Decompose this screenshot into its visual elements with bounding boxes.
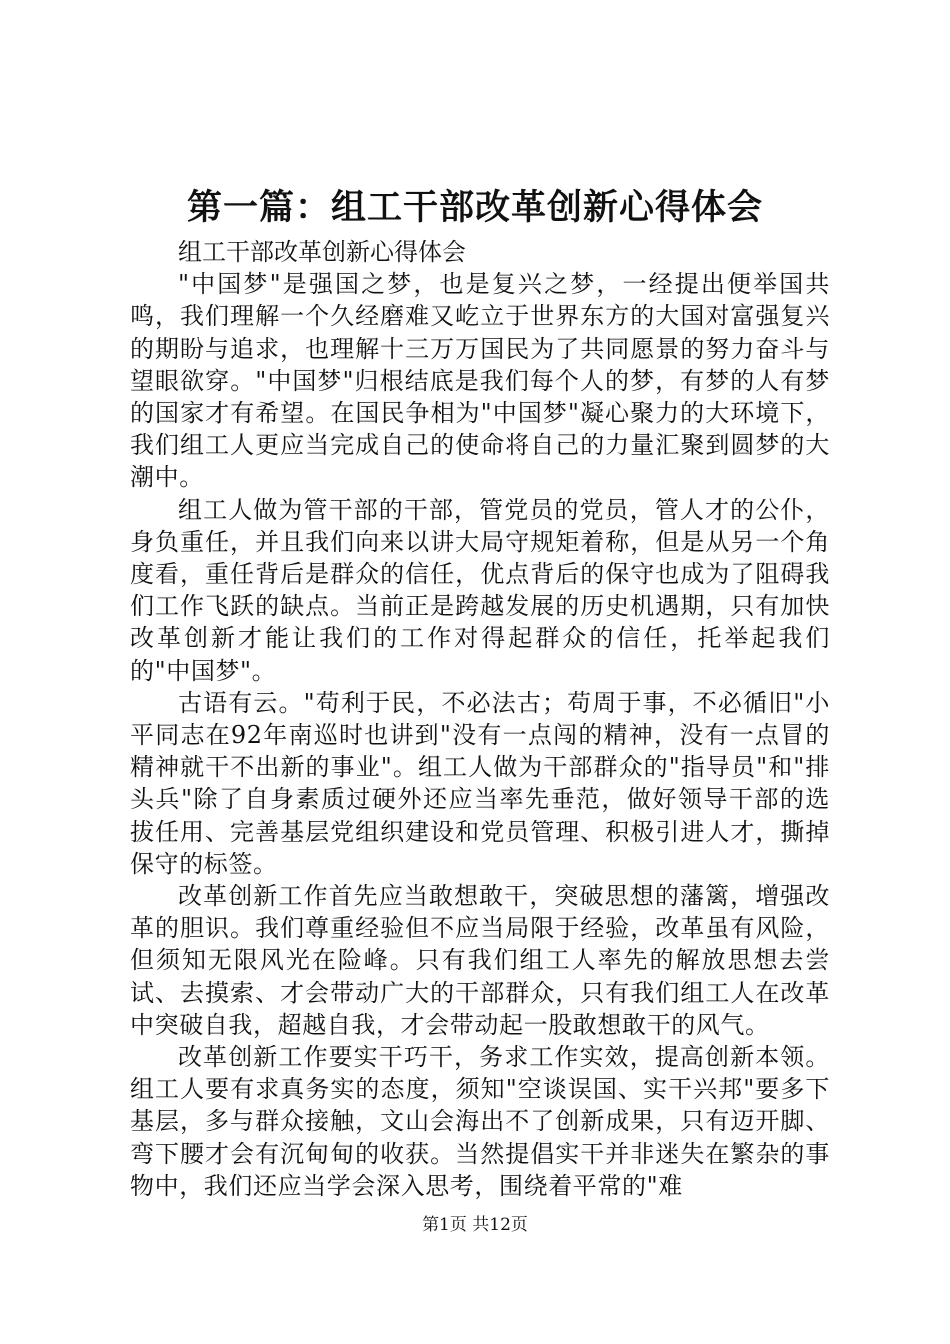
page-footer: 第1页 共12页 xyxy=(422,1215,528,1235)
paragraph: 改革创新工作首先应当敢想敢干，突破思想的藩篱，增强改革的胆识。我们尊重经验但不应当局限于经验，改革虽有风险，但须知无限风光在险峰。只有我们组工人率先的解放思想去尝试、去摸索、才会带动广大的干部群众，只有我们组工人在改革中突破自我，超越自我，才会带动起一股敢想敢干的风气。 xyxy=(130,882,830,1039)
paragraph-subtitle: 组工干部改革创新心得体会 xyxy=(178,238,466,266)
document-title: 第一篇：组工干部改革创新心得体会 xyxy=(186,188,763,228)
paragraph: 组工人做为管干部的干部，管党员的党员，管人才的公仆，身负重任，并且我们向来以讲大局守规矩着称，但是从另一个角度看，重任背后是群众的信任，优点背后的保守也成为了阻碍我们工作飞跃的缺点。当前正是跨越发展的历史机遇期，只有加快改革创新才能让我们的工作对得起群众的信任，托举起我们的"中国梦"。 xyxy=(130,495,830,685)
paragraph: 古语有云。"苟利于民，不必法古；苟周于事，不必循旧"小平同志在92年南巡时也讲到"没有一点闯的精神，没有一点冒的精神就干不出新的事业"。组工人做为干部群众的"指导员"和"排头兵"除了自身素质过硬外还应当率先垂范，做好领导干部的选拔任用、完善基层党组织建设和党员管理、积极引进人才，撕掉保守的标签。 xyxy=(130,688,830,878)
document-body xyxy=(130,236,830,1202)
paragraph: 改革创新工作要实干巧干，务求工作实效，提高创新本领。组工人要有求真务实的态度，须知"空谈误国、实干兴邦"要多下基层，多与群众接触，文山会海出不了创新成果，只有迈开脚、弯下腰才会有沉甸甸的收获。当然提倡实干并非迷失在繁杂的事物中，我们还应当学会深入思考，围绕着平常的"难 xyxy=(130,1043,830,1200)
paragraph: "中国梦"是强国之梦，也是复兴之梦，一经提出便举国共鸣，我们理解一个久经磨难又屹立于世界东方的大国对富强复兴的期盼与追求，也理解十三万万国民为了共同愿景的努力奋斗与望眼欲穿。"中国梦"归根结底是我们每个人的梦，有梦的人有梦的国家才有希望。在国民争相为"中国梦"凝心聚力的大环境下，我们组工人更应当完成自己的使命将自己的力量汇聚到圆梦的大潮中。 xyxy=(130,270,830,492)
